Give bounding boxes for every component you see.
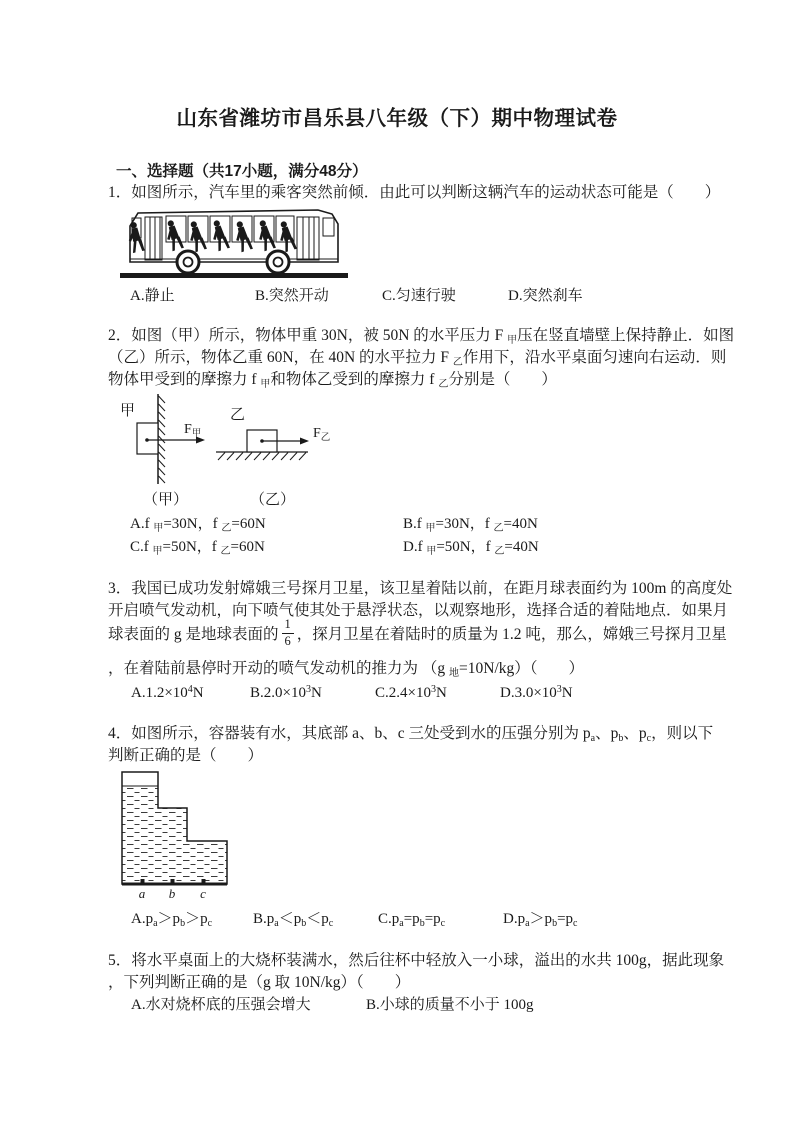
bus-body (130, 210, 338, 262)
q3-line3-after: ，探月卫星在着陆时的质量为 1.2 吨，那么，嫦娥三号探月卫星 (296, 626, 727, 643)
question-4-text-line1: 4．如图所示，容器装有水，其底部 a、b、c 三处受到水的压强分别为 $p_a$、$p_b$、$p_c$，则以下 (108, 725, 714, 744)
question-4-text-line2: 判断正确的是（ ） (108, 747, 264, 764)
question-2-text-line1: 2．如图（甲）所示，物体甲重 30N，被 50N 的水平压力 F $_甲$压在竖直墙壁上保持静止．如图 (108, 327, 735, 346)
block-jia-label: 甲 (120, 403, 136, 419)
question-3-text-line2: 开启喷气发动机，向下喷气使其处于悬浮状态，以观察地形，选择合适的着陆地点．如果月 (108, 602, 729, 619)
q5-option-a: A.水对烧杯底的压强会增大 (131, 997, 311, 1013)
point-c-label: c (200, 886, 206, 901)
point-b-label: b (168, 886, 176, 901)
q1-option-d: D.突然刹车 (508, 288, 583, 304)
point-c-marker (202, 879, 206, 883)
q2-option-c: C.f $_甲$=50N，f $_乙$=60N (130, 539, 265, 557)
stepped-container-figure (112, 770, 237, 904)
q4-option-b: $B.p_a<p_b<p_c$ (253, 911, 334, 929)
q4-option-a: $A.p_a>p_b>p_c$ (131, 911, 213, 929)
fraction-one-sixth: $\frac{1}{6}$ (282, 618, 294, 649)
caption-yi: （乙） (250, 492, 296, 508)
point-b-marker (171, 879, 175, 883)
q4-option-c: $C.p_a=p_b=p_c$ (378, 911, 446, 929)
question-3-text-line3 (108, 616, 727, 650)
q4-option-d: $D.p_a>p_b=p_c$ (503, 911, 578, 929)
question-3-text-line1: 3．我国已成功发射嫦娥三号探月卫星，该卫星着陆以前，在距月球表面约为 100m 的高度处 (108, 580, 733, 597)
question-5-text-line2: ，下列判断正确的是（g 取 10N/kg）（ ） (108, 974, 411, 991)
table-hatching (218, 453, 306, 461)
question-3-text-line4: ，在着陆前悬停时开动的喷气发动机的推力为 （g $_地$=10N/kg）（ ） (108, 660, 585, 679)
force-jia-arrow-label: F甲 (184, 422, 202, 439)
q5-option-b: B.小球的质量不小于 100g (366, 997, 534, 1013)
q2-option-b: B.f $_甲$=30N，f $_乙$=40N (403, 516, 538, 534)
question-1-text: 1．如图所示，汽车里的乘客突然前倾．由此可以判断这辆汽车的运动状态可能是（ ） (108, 184, 721, 201)
question-5-text-line1: 5．将水平桌面上的大烧杯装满水，然后往杯中轻放入一小球，溢出的水共 100g，据此现象 (108, 952, 725, 969)
q1-option-a: A.静止 (130, 288, 175, 304)
question-2-text-line3: 物体甲受到的摩擦力 f $_甲$和物体乙受到的摩擦力 f $_乙$分别是（ ） (108, 371, 557, 390)
friction-blocks-figure (112, 392, 347, 510)
q2-option-a: A.f $_甲$=30N，f $_乙$=60N (130, 516, 266, 534)
point-a-marker (141, 879, 145, 883)
point-a-label: a (138, 886, 146, 901)
page-title: 山东省潍坊市昌乐县八年级（下）期中物理试卷 (176, 107, 618, 130)
q2-option-d: D.f $_甲$=50N，f $_乙$=40N (403, 539, 539, 557)
q3-option-c: $C.2.4\times 10^3N$ (375, 684, 447, 701)
q1-option-c: C.匀速行驶 (382, 288, 456, 304)
q3-option-b: $B.2.0\times 10^3N$ (250, 684, 322, 701)
q3-line3-before: 球表面的 g 是地球表面的 (108, 626, 279, 643)
q3-option-d: $D.3.0\times 10^3N$ (500, 684, 573, 701)
bus-figure (120, 202, 348, 282)
force-yi-arrow-label: F乙 (313, 426, 331, 443)
q1-option-b: B.突然开动 (255, 288, 329, 304)
ground-line (120, 273, 348, 278)
caption-jia: （甲） (143, 492, 189, 508)
water-fill (122, 786, 227, 884)
question-2-text-line2: （乙）所示，物体乙重 60N，在 40N 的水平拉力 F $_乙$作用下，沿水平桌面匀速向右运动．则 (108, 349, 727, 368)
block-yi-label: 乙 (230, 407, 246, 423)
q3-option-a: $A.1.2\times 10^4N$ (131, 684, 204, 701)
section-heading: 一、选择题（共17小题，满分48分） (116, 163, 368, 180)
